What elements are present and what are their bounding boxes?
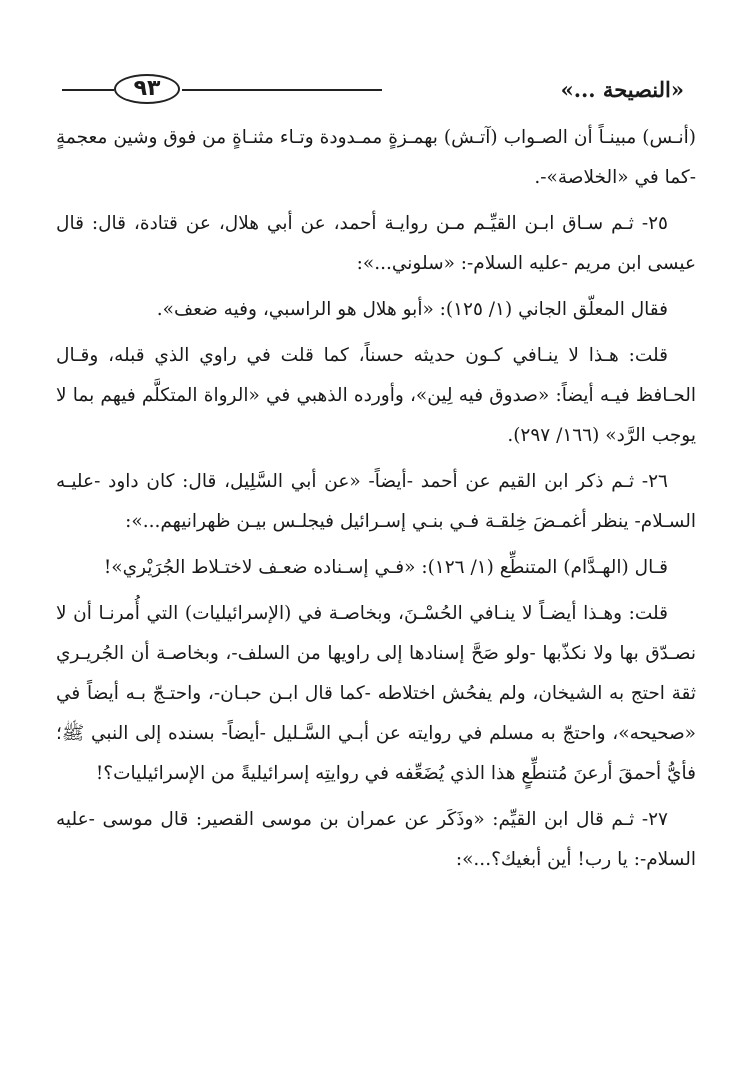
paragraph: ٢٥- ثـم سـاق ابـن القيِّـم مـن روايـة أحمد، عن أبي هلال، عن قتادة، قال: قال عيسى ابن مريم -عليه السلام-: «سلوني...»: — [56, 213, 696, 274]
paragraph: (أنـس) مبينـاً أن الصـواب (آتـش) بهمـزةٍ ممـدودة وتـاء مثنـاةٍ من فوق وشين معجمةٍ -كما في «الخلاصة»-. — [56, 127, 696, 188]
running-title: «النصيحة ...» — [560, 77, 684, 102]
header-rule-left — [62, 89, 114, 91]
paragraph: فقال المعلّق الجاني (١/ ١٢٥): «أبو هلال هو الراسبي، وفيه ضعف». — [156, 299, 668, 320]
paragraph: قلت: هـذا لا ينـافي كـون حديثه حسناً، كما قلت في راوي الذي قبله، وقـال الحـافظ فيـه أيضاً: «صدوق فيه لِين»، وأورده الذهبي في «الرواة المتكلَّم فيهم بما لا يوجب الرَّد» (١٦٦/ ٢٩٧). — [56, 345, 696, 446]
page-header — [62, 70, 684, 110]
page-number-badge: ٩٣ — [114, 74, 180, 104]
paragraph: قلت: وهـذا أيضـاً لا ينـافي الحُسْـنَ، وبخاصـة في (الإسرائيليات) التي أُمرنـا أن لا نصـدّق بها ولا نكذّبها -ولو صَحَّ إسنادها إلى راويها من السلف-، وبخاصـة أن الجُريـري ثقة احتج به الشيخان، ولم يفحُش اختلاطه -كما قال ابـن حبـان-، واحتـجّ بـه أيضاً في «صحيحه»، واحتجّ به مسلم في روايته عن أبـي السَّـليل -أيضاً- بسنده إلى النبي ﷺ؛ فأيُّ أحمقَ أرعنَ مُتنطِّعٍ هذا الذي يُضَعِّفه في روايتِه إسرائيليةً من الإسرائيليات؟! — [56, 603, 696, 784]
paragraph: ٢٦- ثـم ذكر ابن القيم عن أحمد -أيضاً- «عن أبي السَّلِيل، قال: كان داود -عليـه السـلام- ينظر أغمـضَ خِلقـة فـي بنـي إسـرائيل فيجلـس بيـن ظهرانيهم...»: — [56, 471, 696, 532]
body-text — [56, 118, 696, 880]
header-rule-middle — [182, 89, 382, 91]
paragraph: ٢٧- ثـم قال ابن القيِّم: «وذَكَر عن عمران بن موسى القصير: قال موسى -عليه السلام-: يا رب! أين أبغيك؟...»: — [56, 809, 696, 870]
paragraph: قـال (الهـدَّام) المتنطِّع (١/ ١٢٦): «فـي إسـناده ضعـف لاختـلاط الجُرَيْري»! — [103, 557, 668, 578]
